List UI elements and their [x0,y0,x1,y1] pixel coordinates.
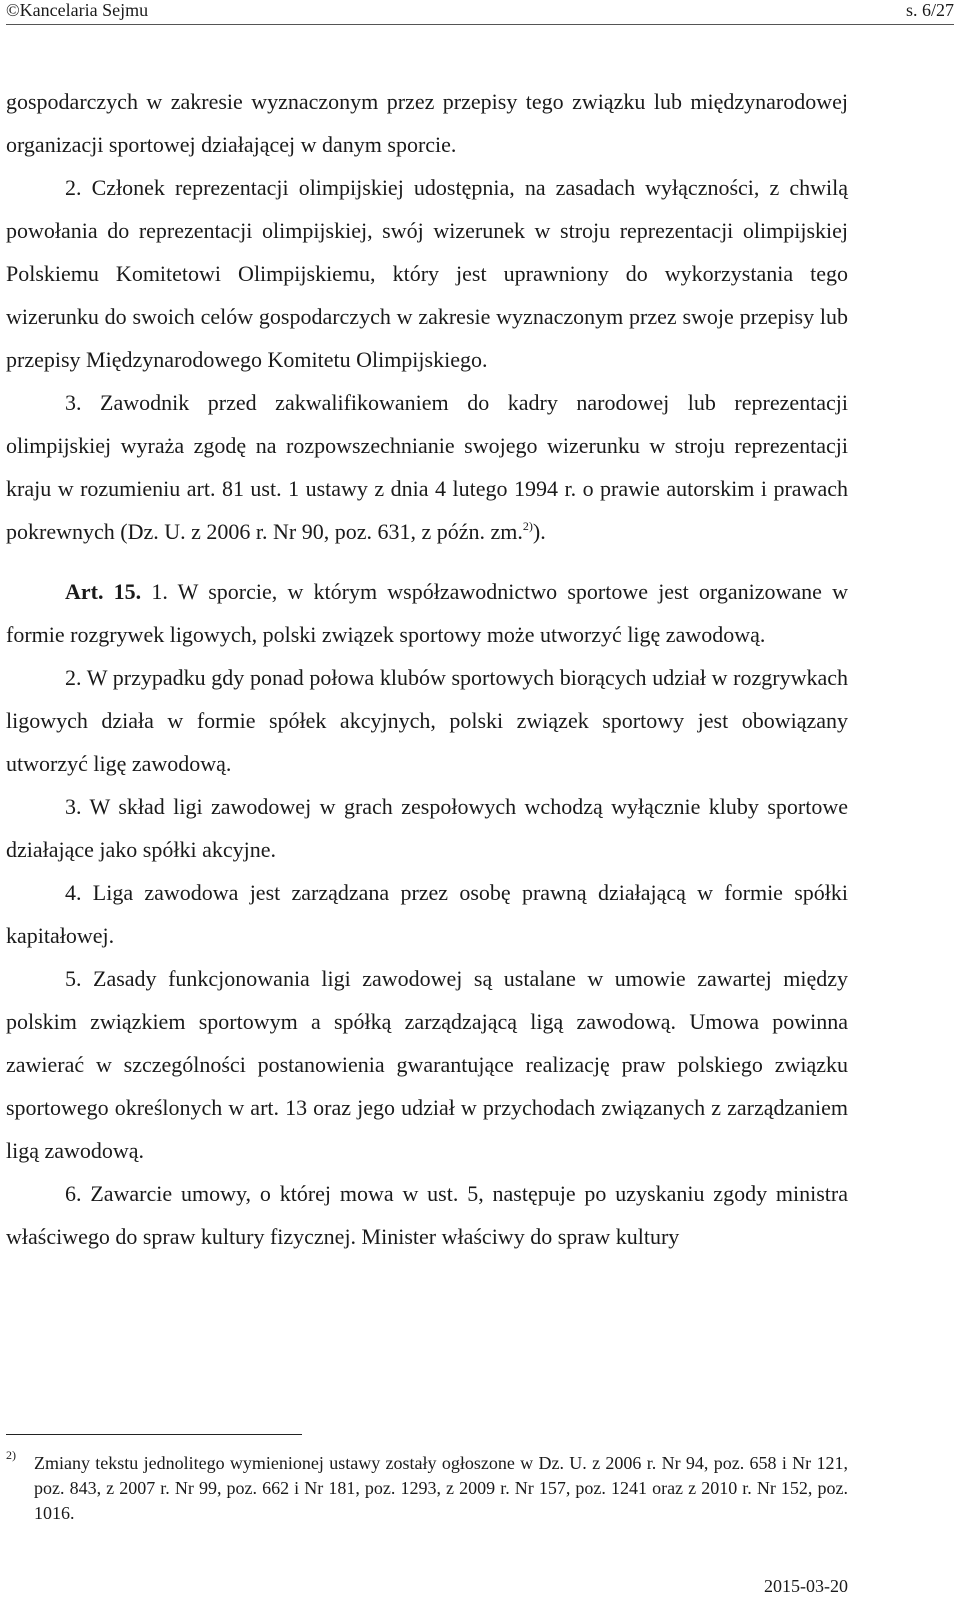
footnote-text: Zmiany tekstu jednolitego wymienionej ustawy zostały ogłoszone w Dz. U. z 2006 r. Nr 94, poz. 658 i Nr 121, poz. 843, z 2007 r. Nr 99, poz. 662 i Nr 181, poz. 1293, z 2009 r. Nr 157, poz. 1241 oraz z 2010 r. Nr 152, poz. 1016. [34,1453,848,1523]
article-15-ust-1 [6,570,848,656]
paragraph-ust-2: 2. Członek reprezentacji olimpijskiej udostępnia, na zasadach wyłączności, z chwilą powołania do reprezentacji olimpijskiej, swój wizerunek w stroju reprezentacji olimpijskiej Polskiemu Komitetowi Olimpijskiemu, który jest uprawniony do wykorzystania tego wizerunku do swoich celów gospodarczych w zakresie wyznaczonym przez swoje przepisy lub przepisy Międzynarodowego Komitetu Olimpijskiego. [6,175,848,372]
article-15-ust-1-text: 1. W sporcie, w którym współzawodnictwo sportowe jest organizowane w formie rozgrywek ligowych, polski związek sportowy może utworzyć ligę zawodową. [6,579,849,647]
article-15-ust-2: 2. W przypadku gdy ponad połowa klubów sportowych biorących udział w rozgrywkach ligowych działa w formie spółek akcyjnych, polski związek sportowy jest obowiązany utworzyć ligę zawodową. [6,665,848,776]
paragraph-continuation: gospodarczych w zakresie wyznaczonym przez przepisy tego związku lub międzynarodowej organizacji sportowej działającej w danym sporcie. [6,89,848,157]
footnote [6,1448,848,1526]
article-15-ust-3: 3. W skład ligi zawodowej w grach zespołowych wchodzą wyłącznie kluby sportowe działające jako spółki akcyjne. [6,794,848,862]
header-page-number: s. 6/27 [905,0,954,20]
article-label: Art. 15. [65,579,142,604]
paragraph-ust-3-end: ). [532,519,546,544]
article-15-ust-6: 6. Zawarcie umowy, o której mowa w ust. 5, następuje po uzyskaniu zgody ministra właściwego do spraw kultury fizycznej. Minister właściwy do spraw kultury [6,1181,848,1249]
header-copyright: ©Kancelaria Sejmu [6,0,149,20]
footer-date: 2015-03-20 [764,1576,848,1596]
article-15-ust-4: 4. Liga zawodowa jest zarządzana przez osobę prawną działającą w formie spółki kapitałowej. [6,880,848,948]
footnote-divider [6,1434,302,1435]
paragraph-ust-3-text: 3. Zawodnik przed zakwalifikowaniem do kadry narodowej lub reprezentacji olimpijskiej wyraża zgodę na rozpowszechnianie swojego wizerunku w stroju reprezentacji kraju w rozumieniu art. 81 ust. 1 ustawy z dnia 4 lutego 1994 r. o prawie autorskim i prawach pokrewnych (Dz. U. z 2006 r. Nr 90, poz. 631, z późn. zm. [6,390,848,544]
page-header [6,0,954,25]
article-15-ust-5: 5. Zasady funkcjonowania ligi zawodowej są ustalane w umowie zawartej między polskim związkiem sportowym a spółką zarządzającą ligą zawodową. Umowa powinna zawierać w szczególności postanowienia gwarantujące realizację praw polskiego związku sportowego określonych w art. 13 oraz jego udział w przychodach związanych z zarządzaniem ligą zawodową. [6,966,848,1163]
document-body [6,80,848,1258]
footnote-reference[interactable]: 2) [522,519,533,533]
footnote-mark: 2) [6,1448,16,1462]
paragraph-ust-3 [6,381,848,553]
